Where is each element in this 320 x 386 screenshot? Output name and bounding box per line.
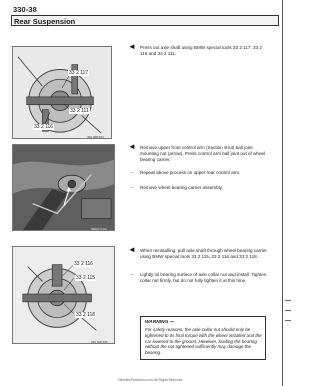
edge-tick [285, 310, 291, 311]
figure-code: 33010 0 RA [91, 227, 107, 231]
figure-axle-press-out [12, 46, 112, 139]
callout-label: 33 2 116 [34, 124, 54, 130]
page-number: 330-38 [13, 5, 37, 14]
warning-text: For safety reasons, the axle collar nut should only be tightened to its final torque with the wheel installed and the car lowered to the ground. However, loading the bearing without the nut tightened sufficiently may damage the bearing. [145, 327, 262, 356]
step-text: When reinstalling, pull axle shaft through wheel bearing carrier using BMW special tools 33 2 115, 33 2 116 and 33 2 118. [140, 248, 267, 259]
edge-tick [285, 320, 291, 321]
step-arrow-icon: ◄ [128, 245, 136, 254]
callout-label: 33 2 118 [76, 312, 96, 318]
step-bullet-text: – Lightly oil bearing surface of axle collar nut and install. Tighten collar nut firmly, but do not fully tighten it at this time. [140, 272, 270, 284]
step-arrow-icon: ◄ [128, 42, 136, 51]
figure-control-arm-nut [12, 144, 115, 231]
callout-label: 33 2 115 [76, 275, 96, 281]
step-bullet-text: – Repeat above process on upper rear control arm. [140, 170, 270, 176]
edge-tick [285, 300, 291, 301]
callout-label: 33 2 111 [70, 108, 89, 114]
callout-label: 33 2 116 [74, 261, 94, 267]
footer-copyright: ©BentleyPublishers.com–All Rights Reserved [117, 378, 183, 382]
callout-label: 33 2 117 [69, 70, 89, 76]
section-header [11, 15, 279, 26]
figure-axle-pull-in [12, 246, 115, 344]
step-arrow-icon: ◄ [128, 142, 136, 151]
warning-box [140, 316, 266, 360]
figure-code: 330 009 665 [91, 340, 108, 344]
step-text: Remove upper front control arm (traction strut) ball joint mounting nut (arrow). Press control arm ball joint out of wheel bearing carrier. [140, 145, 266, 162]
warning-title: WARNING — [145, 320, 175, 325]
section-title: Rear Suspension [14, 16, 76, 26]
step-bullet-text: – Remove wheel bearing carrier assembly. [140, 185, 270, 191]
binder-rule [282, 0, 283, 386]
step-text: Press out axle shaft using BMW special tools 33 2 117, 33 2 116 and 33 2 111. [140, 45, 262, 56]
figure-code: 330 008 664 [87, 135, 104, 139]
